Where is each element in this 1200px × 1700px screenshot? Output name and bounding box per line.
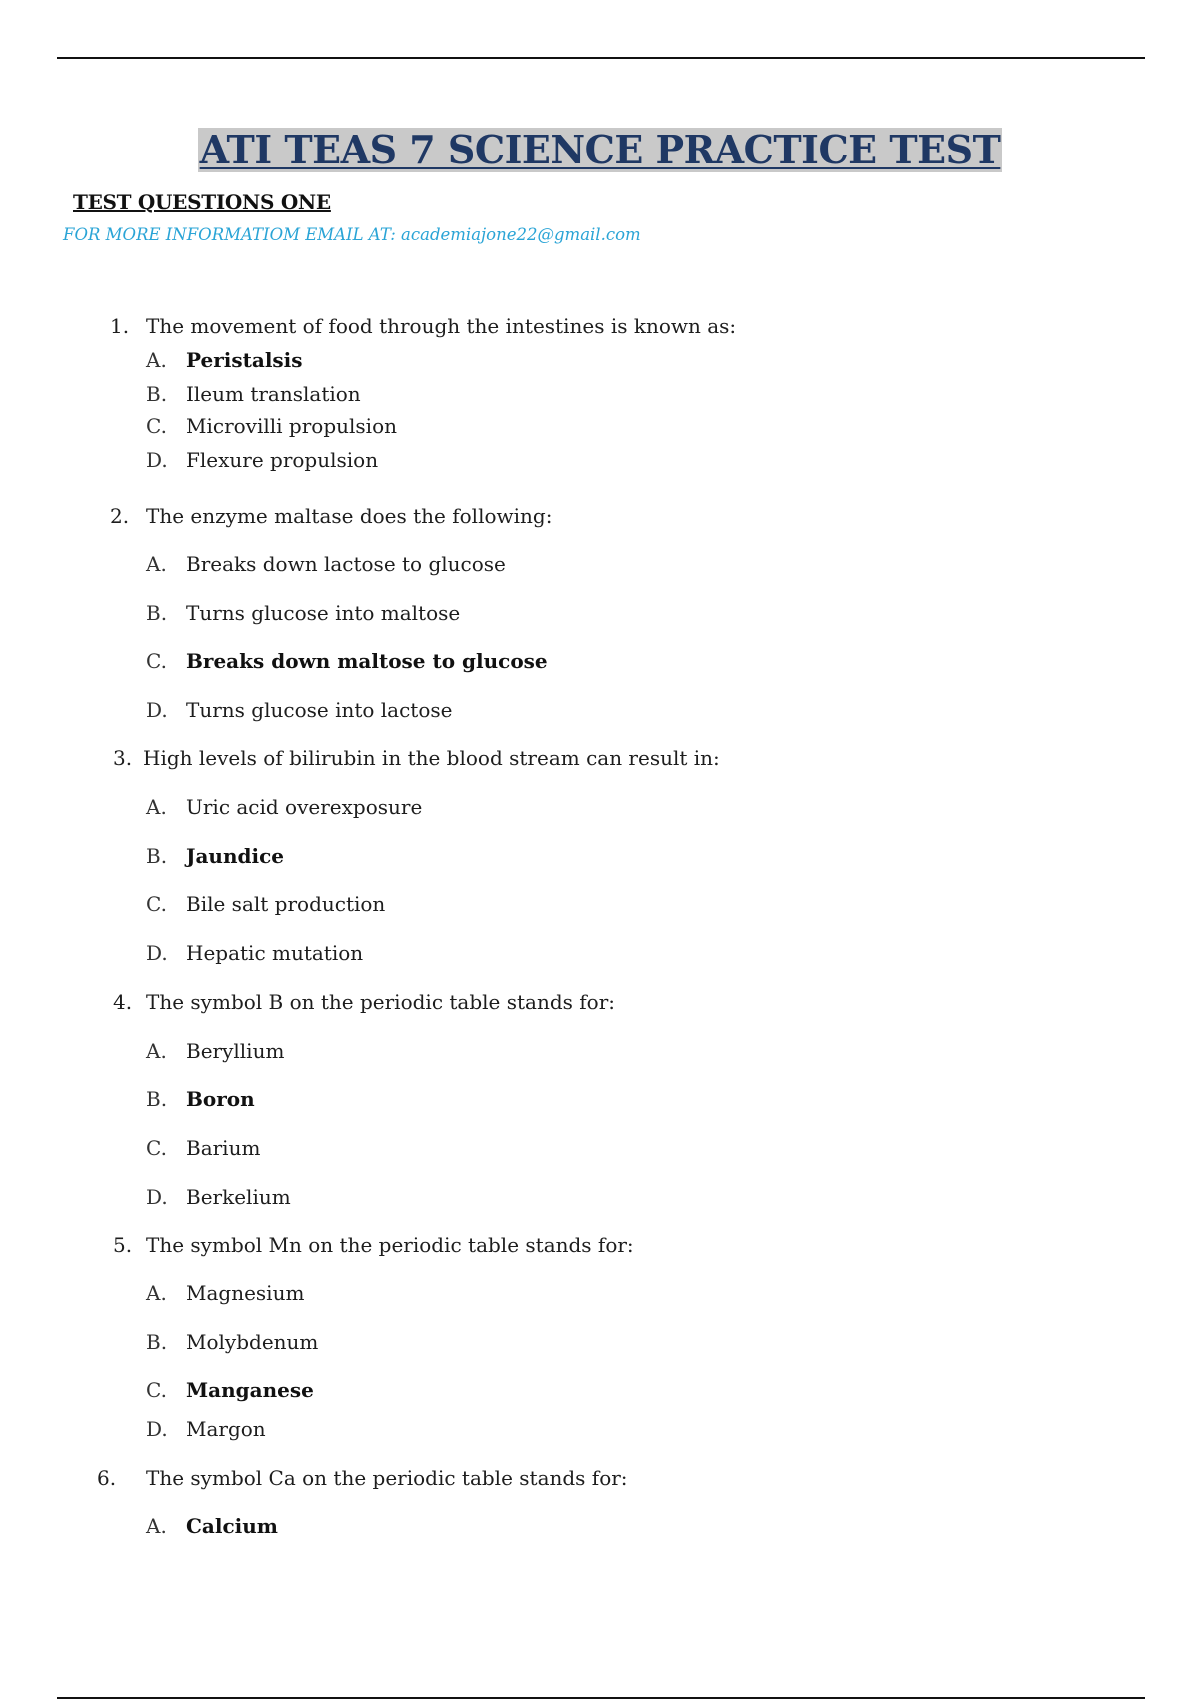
option-letter: C.: [146, 1378, 167, 1402]
option-4a: [146, 1039, 284, 1063]
option-text: Hepatic mutation: [186, 941, 364, 965]
option-text: Margon: [186, 1417, 266, 1441]
option-letter: C.: [146, 649, 167, 673]
question-text: High levels of bilirubin in the blood stream can result in:: [143, 746, 720, 770]
page-title: ATI TEAS 7 SCIENCE PRACTICE TEST: [199, 127, 1001, 172]
option-text: Uric acid overexposure: [186, 795, 423, 819]
option-text: Breaks down lactose to glucose: [186, 552, 506, 576]
option-letter: A.: [146, 1281, 167, 1305]
option-2a: [146, 552, 506, 576]
option-3a: [146, 795, 422, 819]
question-text: The symbol B on the periodic table stands for:: [146, 990, 616, 1014]
option-4b: [146, 1087, 255, 1111]
question-text: The movement of food through the intestines is known as:: [146, 314, 737, 338]
question-3: [113, 746, 720, 770]
option-5b: [146, 1330, 318, 1354]
option-letter: D.: [146, 698, 168, 722]
option-letter: D.: [146, 1185, 168, 1209]
option-5c: [146, 1378, 314, 1402]
option-2d: [146, 698, 452, 722]
option-1b: [146, 382, 361, 406]
option-3c: [146, 892, 385, 916]
option-letter: B.: [146, 844, 168, 868]
option-text: Manganese: [186, 1378, 314, 1402]
option-text: Bile salt production: [186, 892, 386, 916]
option-letter: C.: [146, 414, 167, 438]
option-letter: A.: [146, 348, 167, 372]
option-letter: B.: [146, 601, 168, 625]
option-letter: D.: [146, 1417, 168, 1441]
option-letter: D.: [146, 941, 168, 965]
option-letter: A.: [146, 1039, 167, 1063]
question-number: 3.: [113, 746, 133, 770]
email-contact-line: FOR MORE INFORMATIOM EMAIL AT: academiajone22@gmail.com: [63, 225, 641, 244]
option-2c: [146, 649, 548, 673]
question-6: [97, 1466, 628, 1490]
question-2: [110, 504, 552, 528]
option-text: Ileum translation: [186, 382, 361, 406]
question-number: 5.: [113, 1233, 133, 1257]
option-text: Beryllium: [186, 1039, 285, 1063]
option-text: Barium: [186, 1136, 261, 1160]
option-text: Breaks down maltose to glucose: [186, 649, 548, 673]
option-letter: D.: [146, 448, 168, 472]
option-text: Microvilli propulsion: [186, 414, 397, 438]
option-1d: [146, 448, 378, 472]
option-5a: [146, 1281, 304, 1305]
question-text: The enzyme maltase does the following:: [146, 504, 553, 528]
option-5d: [146, 1417, 266, 1441]
option-3b: [146, 844, 284, 868]
question-number: 2.: [110, 504, 130, 528]
option-letter: B.: [146, 1087, 168, 1111]
question-4: [113, 990, 615, 1014]
section-subtitle: TEST QUESTIONS ONE: [73, 190, 331, 214]
bottom-rule: [57, 1697, 1145, 1699]
option-4c: [146, 1136, 260, 1160]
option-1c: [146, 414, 397, 438]
option-letter: C.: [146, 1136, 167, 1160]
option-text: Boron: [186, 1087, 255, 1111]
question-text: The symbol Ca on the periodic table stands for:: [146, 1466, 628, 1490]
option-text: Molybdenum: [186, 1330, 319, 1354]
option-6a: [146, 1514, 278, 1538]
option-2b: [146, 601, 460, 625]
option-letter: B.: [146, 1330, 168, 1354]
question-5: [113, 1233, 634, 1257]
option-letter: A.: [146, 795, 167, 819]
question-1: [110, 314, 736, 338]
option-1a: [146, 348, 303, 372]
title-wrap: [0, 128, 1200, 172]
option-3d: [146, 941, 363, 965]
option-text: Flexure propulsion: [186, 448, 379, 472]
question-text: The symbol Mn on the periodic table stands for:: [146, 1233, 634, 1257]
question-number: 6.: [97, 1466, 117, 1490]
option-text: Peristalsis: [186, 348, 303, 372]
option-text: Berkelium: [186, 1185, 291, 1209]
option-4d: [146, 1185, 291, 1209]
option-text: Jaundice: [186, 844, 284, 868]
option-text: Turns glucose into lactose: [186, 698, 453, 722]
question-number: 4.: [113, 990, 133, 1014]
question-number: 1.: [110, 314, 130, 338]
top-rule: [57, 57, 1145, 59]
option-text: Magnesium: [186, 1281, 305, 1305]
option-letter: A.: [146, 552, 167, 576]
option-text: Calcium: [186, 1514, 278, 1538]
option-letter: B.: [146, 382, 168, 406]
option-letter: C.: [146, 892, 167, 916]
option-letter: A.: [146, 1514, 167, 1538]
option-text: Turns glucose into maltose: [186, 601, 461, 625]
